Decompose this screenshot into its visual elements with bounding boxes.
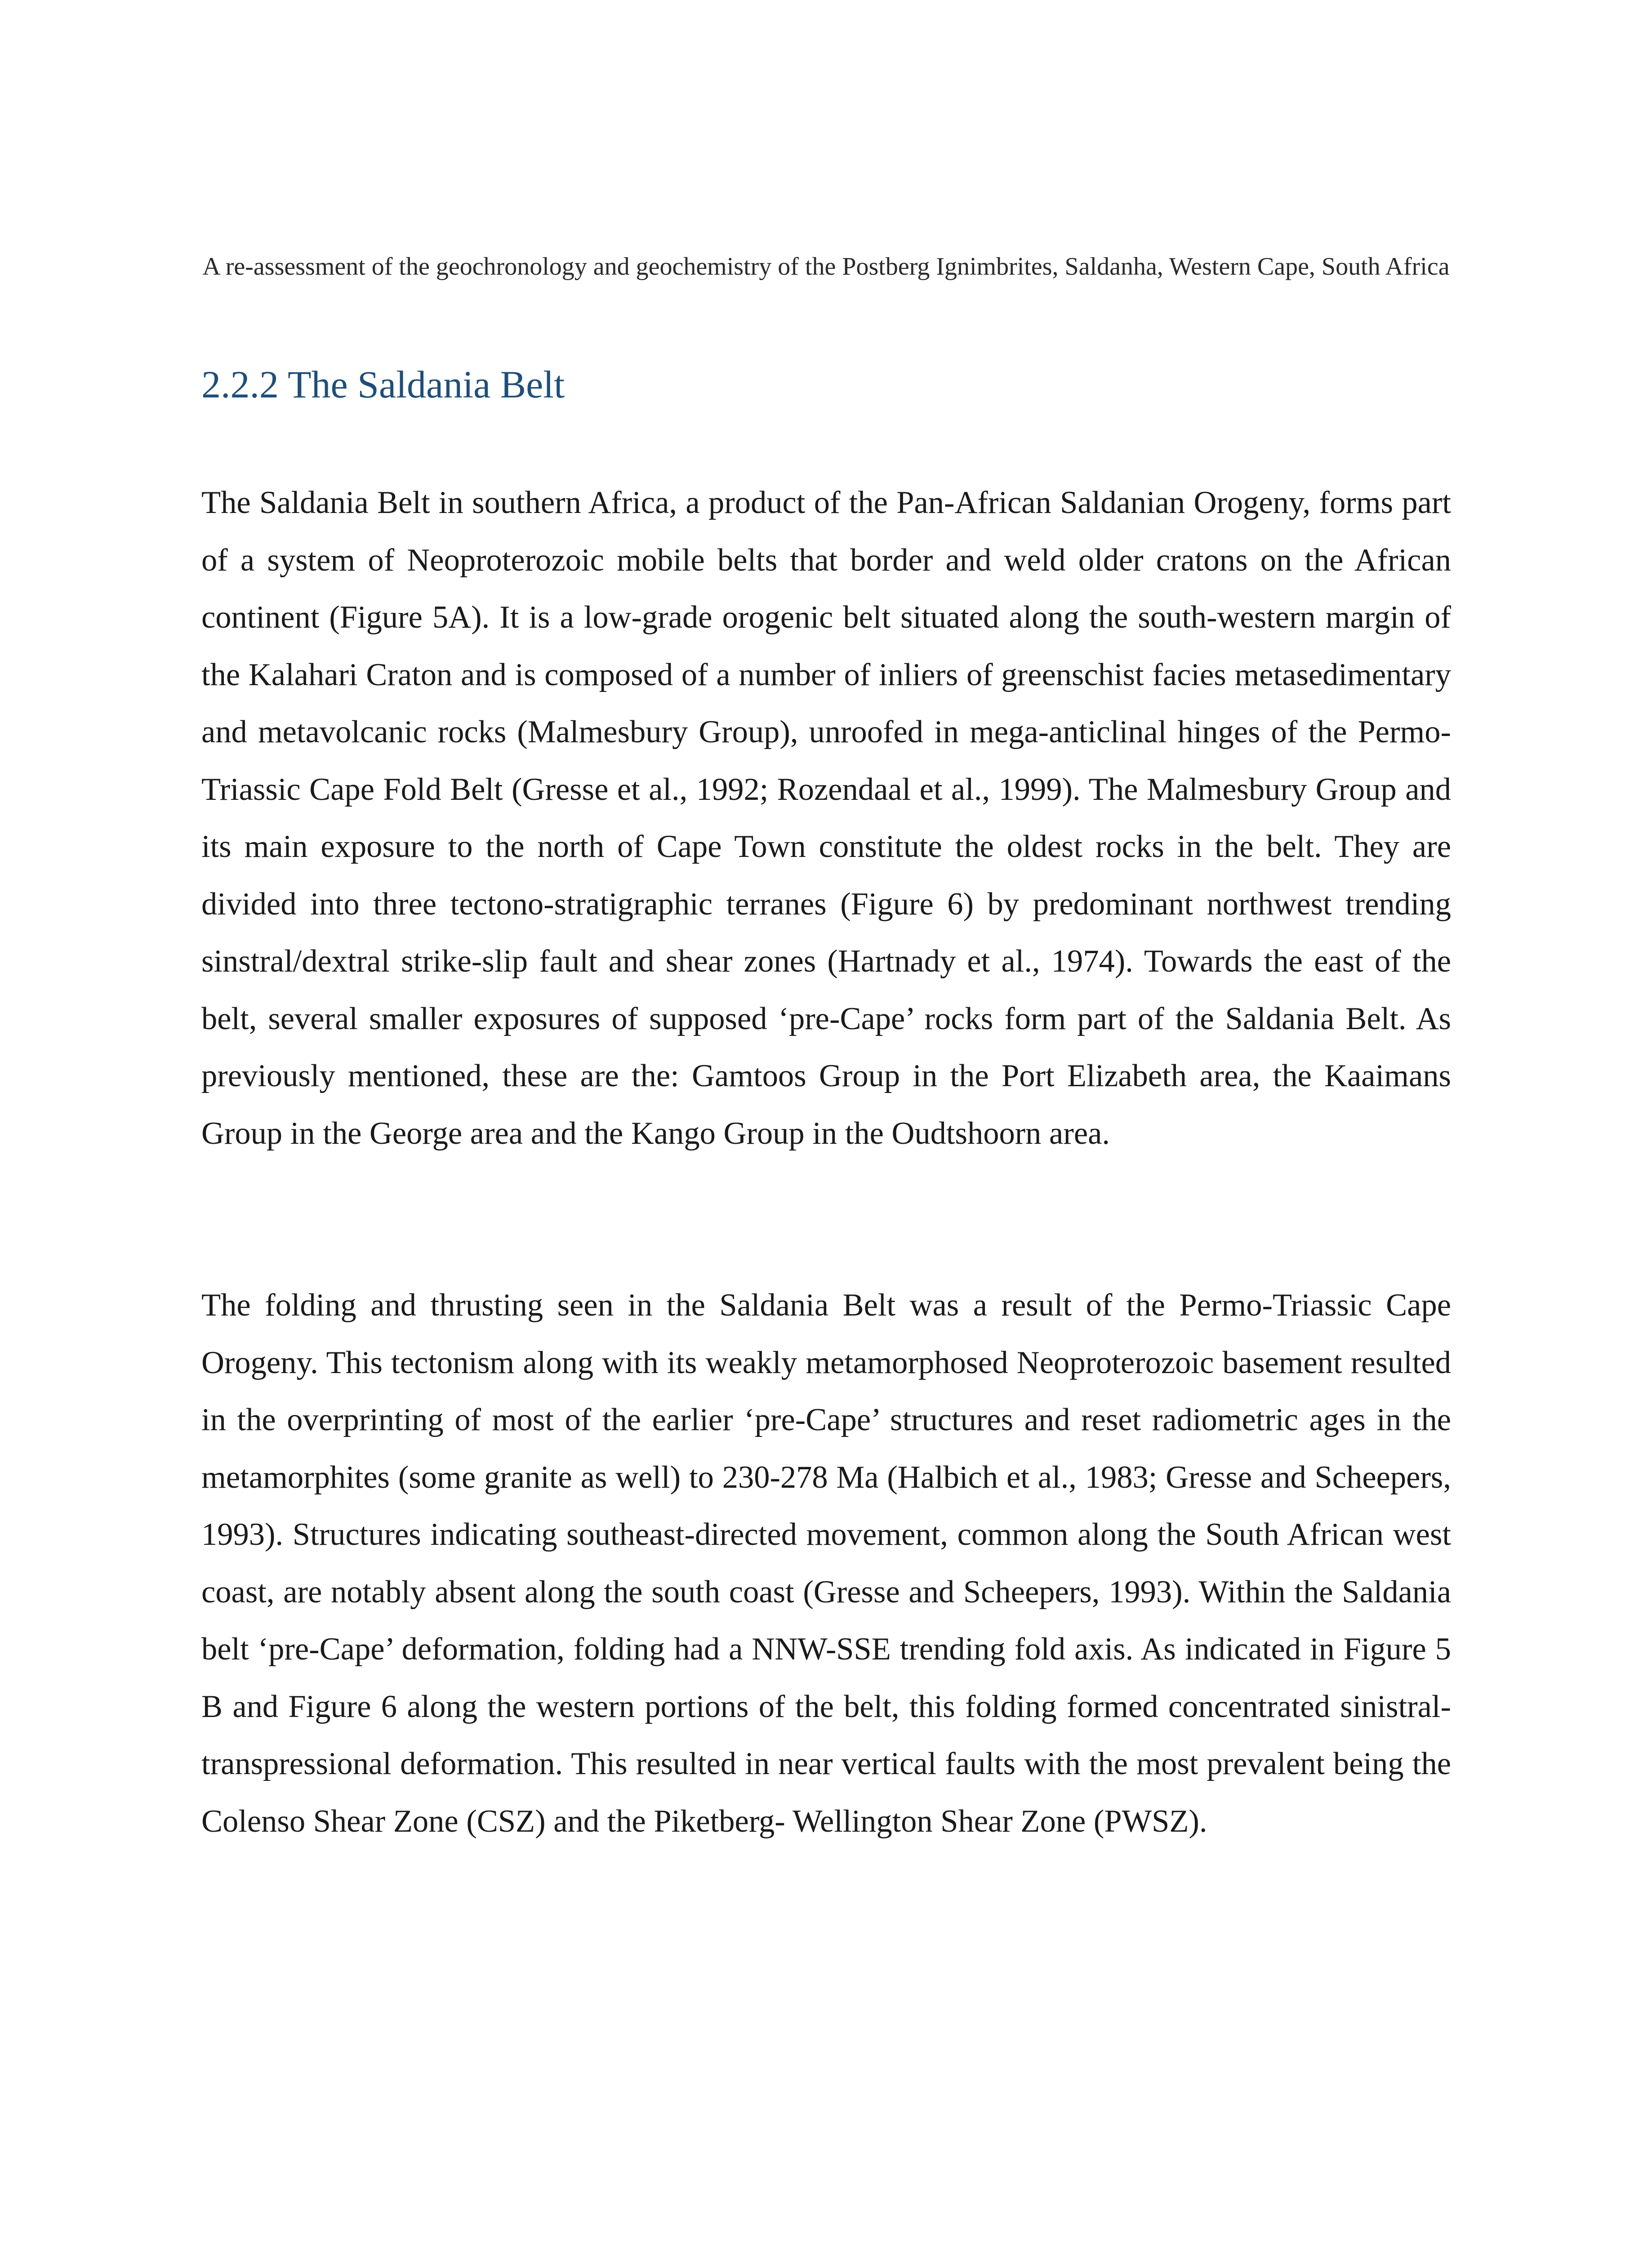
section-heading: 2.2.2 The Saldania Belt: [201, 363, 565, 406]
running-header: A re-assessment of the geochronology and geochemistry of the Postberg Ignimbrites, Saldanha, Western Cape, South Africa: [202, 253, 1450, 281]
body-paragraph: The folding and thrusting seen in the Saldania Belt was a result of the Permo-Triassic Cape Orogeny. This tectonism along with its weakly metamorphosed Neoproterozoic basement resulted in the overprinting of most of the earlier ‘pre-Cape’ structures and reset radiometric ages in the metamorphites (some granite as well) to 230-278 Ma (Halbich et al., 1983; Gresse and Scheepers, 1993). Structures indicating southeast-directed movement, common along the South African west coast, are notably absent along the south coast (Gresse and Scheepers, 1993). Within the Saldania belt ‘pre-Cape’ deformation, folding had a NNW-SSE trending fold axis. As indicated in Figure 5 B and Figure 6 along the western portions of the belt, this folding formed concentrated sinistral-transpressional deformation. This resulted in near vertical faults with the most prevalent being the Colenso Shear Zone (CSZ) and the Piketberg- Wellington Shear Zone (PWSZ).: [201, 1288, 1451, 1839]
body-paragraph: The Saldania Belt in southern Africa, a product of the Pan-African Saldanian Orogeny, forms part of a system of Neoproterozoic mobile belts that border and weld older cratons on the African continent (Figure 5A). It is a low-grade orogenic belt situated along the south-western margin of the Kalahari Craton and is composed of a number of inliers of greenschist facies metasedimentary and metavolcanic rocks (Malmesbury Group), unroofed in mega-anticlinal hinges of the Permo-Triassic Cape Fold Belt (Gresse et al., 1992; Rozendaal et al., 1999). The Malmesbury Group and its main exposure to the north of Cape Town constitute the oldest rocks in the belt. They are divided into three tectono-stratigraphic terranes (Figure 6) by predominant northwest trending sinstral/dextral strike-slip fault and shear zones (Hartnady et al., 1974). Towards the east of the belt, several smaller exposures of supposed ‘pre-Cape’ rocks form part of the Saldania Belt. As previously mentioned, these are the: Gamtoos Group in the Port Elizabeth area, the Kaaimans Group in the George area and the Kango Group in the Oudtshoorn area.: [201, 485, 1451, 1151]
